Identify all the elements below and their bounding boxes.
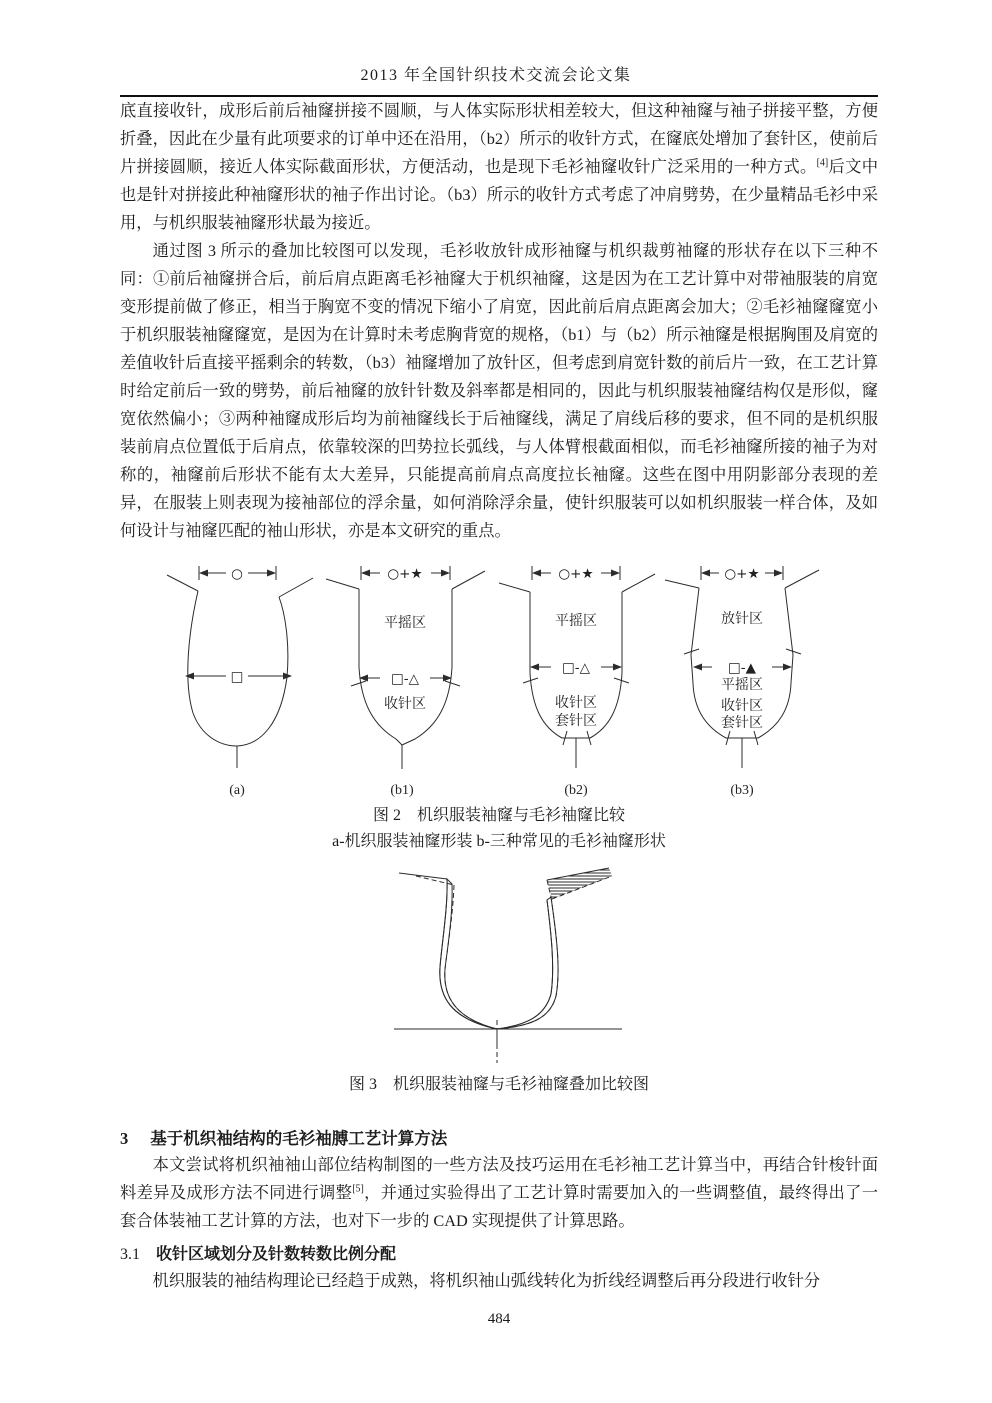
section-31-paragraph: 机织服装的袖结构理论已经趋于成熟，将机织袖山弧线转化为折线经调整后再分段进行收针分 bbox=[152, 1271, 821, 1290]
zone-label-flat: 平摇区 bbox=[384, 616, 426, 631]
section-31-heading bbox=[120, 1243, 878, 1267]
woven-shoulder-left bbox=[399, 873, 447, 879]
arrowhead bbox=[774, 570, 783, 577]
section-3-number: 3 bbox=[120, 1129, 129, 1148]
s3-text-pre: 本文尝试将机织袖袖山部位结构制图的一些方法及技巧运用在毛衫袖工艺计算当中，再结合针梭针面料差异及成形方法不同进行调整 bbox=[120, 1155, 878, 1202]
arrowhead bbox=[361, 570, 370, 577]
arrowhead bbox=[530, 664, 539, 671]
arrowhead bbox=[441, 570, 450, 577]
diagram-label-b3: (b3) bbox=[730, 783, 754, 798]
section-31-title: 收针区域划分及针数转数比例分配 bbox=[156, 1246, 397, 1263]
dim-symbol-bust: ○ bbox=[231, 566, 243, 582]
paragraph-2: 通过图 3 所示的叠加比较图可以发现，毛衫收放针成形袖窿与机织裁剪袖窿的形状存在以下三种不同：①前后袖窿拼合后，前后肩点距离毛衫袖窿大于机织袖窿，这是因为在工艺计算中对带袖服装的肩宽变形提前做了修正，相当于胸宽不变的情况下缩小了肩宽，因此前后肩点距离会加大；②毛衫袖窿窿宽小于机织服装袖窿窿宽，是因为在计算时未考虑胸背宽的规格，（b1）与（b2）所示袖窿是根据胸围及肩宽的差值收针后直接平摇剩余的转数，（b3）袖窿增加了放针区，但考虑到肩宽针数的前后片一致，在工艺计算时给定前后一致的劈势，前后袖窿的放针针数及斜率都是相同的，因此与机织服装袖窿结构仅是形似，窿宽依然偏小；③两种袖窿成形后均为前袖窿线长于后袖窿线，满足了肩线后移的要求，但不同的是机织服装前肩点位置低于后肩点，依靠较深的凹势拉长弧线，与人体臂根截面相似，而毛衫袖窿所接的袖子为对称的，袖窿前后形状不能有太大差异，只能提高前肩点高度拉长袖窿。这些在图中用阴影部分表现的差异，在服装上则表现为接袖部位的浮余量，如何消除浮余量，使针织服装可以如机织服装一样合体，及如何设计与袖窿匹配的袖山形状，亦是本文研究的重点。 bbox=[120, 241, 878, 540]
shoulder-line-left bbox=[665, 580, 699, 588]
zone-label-cast: 套针区 bbox=[721, 716, 763, 731]
shoulder-line-right bbox=[622, 574, 655, 592]
dim-symbol-bust-star: ○+★ bbox=[724, 566, 760, 582]
dim-symbol-width: □ bbox=[230, 669, 244, 685]
diagram-label-b2: (b2) bbox=[564, 783, 588, 798]
zone-label-narrow: 收针区 bbox=[555, 696, 597, 711]
dim-symbol-bust-star: ○+★ bbox=[387, 566, 423, 582]
zone-label-narrow: 收针区 bbox=[721, 699, 763, 714]
paragraph-1 bbox=[120, 97, 878, 237]
section-3-paragraph bbox=[120, 1151, 878, 1235]
shoulder-line-right bbox=[279, 578, 313, 597]
arrowhead bbox=[701, 570, 710, 577]
arrowhead bbox=[613, 664, 622, 671]
zone-label-cast: 套针区 bbox=[555, 714, 597, 729]
dim-symbol-width-tri-filled: □-▲ bbox=[727, 660, 757, 676]
arrowhead bbox=[185, 673, 194, 680]
dim-symbol-width-tri: □-△ bbox=[561, 660, 591, 676]
section-31-number: 3.1 bbox=[120, 1246, 140, 1263]
zone-tick bbox=[786, 649, 801, 654]
woven-armhole-left bbox=[440, 879, 497, 1029]
diagram-b2 bbox=[499, 566, 655, 798]
arrowhead bbox=[267, 570, 276, 577]
section-3-heading bbox=[120, 1127, 878, 1151]
arrowhead bbox=[532, 570, 541, 577]
zone-label-flat: 平摇区 bbox=[721, 678, 763, 693]
figure3-diagram bbox=[364, 866, 634, 1066]
difference-shade-left bbox=[440, 879, 497, 1029]
diagram-b3 bbox=[665, 566, 819, 798]
diagram-a bbox=[167, 566, 313, 798]
dim-symbol-bust-star: ○+★ bbox=[558, 566, 594, 582]
journal-header: 2013 年全国针织技术交流会论文集 bbox=[360, 67, 632, 84]
zone-tick bbox=[445, 681, 460, 686]
zone-label-widen: 放针区 bbox=[721, 612, 763, 627]
shoulder-line-left bbox=[167, 575, 198, 591]
zone-tick bbox=[351, 681, 366, 686]
arrowhead bbox=[693, 664, 702, 671]
zone-label-flat: 平摇区 bbox=[555, 614, 597, 629]
p1-text-post: 后文中也是针对拼接此种袖窿形状的袖子作出讨论。（b3）所示的收针方式考虑了冲肩劈势，在少量精品毛衫中采用，与机织服装袖窿形状最为接近。 bbox=[120, 157, 878, 232]
diagram-b1 bbox=[326, 566, 485, 798]
shoulder-line-right bbox=[785, 570, 819, 588]
p1-text-pre: 底直接收针，成形后前后袖窿拼接不圆顺，与人体实际形状相差较大，但这种袖窿与袖子拼接平整，方便折叠，因此在少量有此项要求的订单中还在沿用，（b2）所示的收针方式，在窿底处增加了套针区，使前后片拼接圆顺，接近人体实际截面形状，方便活动，也是现下毛衫袖窿收针广泛采用的一种方式。 bbox=[120, 101, 878, 176]
woven-armhole-right bbox=[497, 900, 553, 1029]
s3-text-post: ，并通过实验得出了工艺计算时需要加入的一些调整值，最终得出了一套合体装袖工艺计算的方法，也对下一步的 CAD 实现提供了计算思路。 bbox=[120, 1183, 878, 1230]
shoulder-line-left bbox=[499, 583, 530, 592]
armhole-outline-right bbox=[402, 589, 452, 745]
arrowhead bbox=[611, 570, 620, 577]
diagram-label-a: (a) bbox=[229, 783, 245, 798]
figure3-caption: 图 3 机织服装袖窿与毛衫袖窿叠加比较图 bbox=[348, 1076, 649, 1093]
shoulder-line-right bbox=[452, 571, 485, 589]
figure2-diagrams bbox=[149, 555, 849, 800]
citation-5: [5] bbox=[352, 1183, 364, 1195]
figure2-subcaption: a-机织服装袖窿形装 b-三种常见的毛衫袖窿形状 bbox=[332, 833, 666, 850]
arrowhead bbox=[199, 570, 208, 577]
shoulder-line-left bbox=[326, 579, 359, 589]
dim-symbol-width-tri: □-△ bbox=[390, 671, 420, 687]
figure2-caption: 图 2 机织服装袖窿与毛衫袖窿比较 bbox=[372, 807, 625, 824]
shoulder-shade-band bbox=[547, 868, 612, 899]
diagram-label-b1: (b1) bbox=[390, 783, 414, 798]
citation-4: [4] bbox=[816, 157, 829, 169]
page-number: 484 bbox=[487, 1311, 511, 1327]
section-3-title: 基于机织袖结构的毛衫袖膊工艺计算方法 bbox=[150, 1130, 448, 1148]
arrowhead bbox=[783, 664, 792, 671]
armhole-outline-left bbox=[359, 589, 402, 745]
zone-label-narrow: 收针区 bbox=[384, 697, 426, 712]
